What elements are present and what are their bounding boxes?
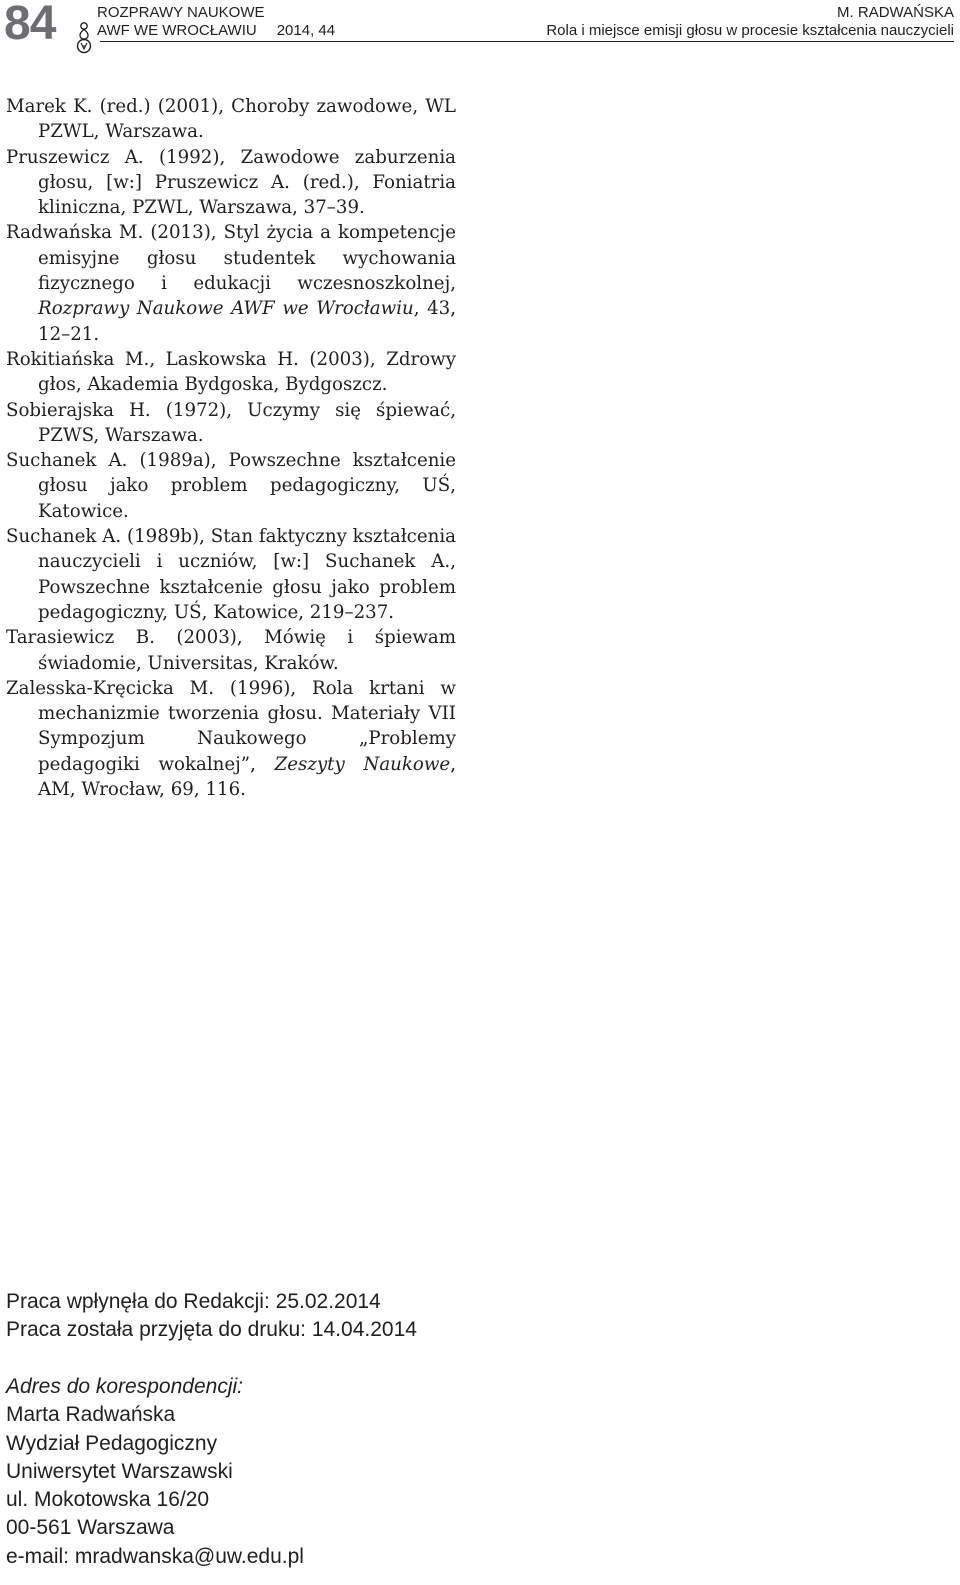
reference-text: Suchanek A. (1989b), Stan faktyczny kształcenia nauczycieli i uczniów, [w:] Suchanek A., Powszechne kształcenie głosu jako problem pedagogiczny, UŚ, Katowice, 219–237. <box>6 526 456 623</box>
header-rule <box>100 41 954 42</box>
reference-item <box>6 524 456 625</box>
reference-text: Tarasiewicz B. (2003), Mówię i śpiewam świadomie, Universitas, Kraków. <box>6 627 456 674</box>
correspondence-label: Adres do korespondencji: <box>6 1375 243 1398</box>
journal-institution <box>97 22 335 39</box>
reference-item <box>6 94 456 145</box>
reference-text: Sobierajska H. (1972), Uczymy się śpiewać, PZWS, Warszawa. <box>6 399 456 446</box>
reference-text: Marek K. (red.) (2001), Choroby zawodowe, WL PZWL, Warszawa. <box>6 96 456 143</box>
reference-item <box>6 398 456 449</box>
received-date: Praca wpłynęła do Redakcji: 25.02.2014 <box>6 1290 381 1313</box>
correspondence-address <box>6 1373 304 1571</box>
reference-item <box>6 676 456 802</box>
running-header <box>0 0 960 50</box>
reference-text: Pruszewicz A. (1992), Zawodowe zaburzenia głosu, [w:] Pruszewicz A. (red.), Foniatria kliniczna, PZWL, Warszawa, 37–39. <box>6 146 456 219</box>
reference-list <box>6 94 456 802</box>
reference-tail: , AM, Wrocław, 69, 116. <box>38 753 456 801</box>
reference-item <box>6 347 456 398</box>
journal-name: ROZPRAWY NAUKOWE <box>97 4 265 21</box>
address-street: ul. Mokotowska 16/20 <box>6 1488 210 1512</box>
reference-text: Suchanek A. (1989a), Powszechne kształcenie głosu jako problem pedagogiczny, UŚ, Katowice. <box>6 450 456 522</box>
reference-item <box>6 625 456 676</box>
reference-italic: Rozprawy Naukowe AWF we Wrocławiu <box>38 298 414 320</box>
journal-institution-text: AWF WE WROCŁAWIU <box>97 22 257 39</box>
address-university: Uniwersytet Warszawski <box>6 1459 233 1483</box>
address-name: Marta Radwańska <box>6 1403 176 1427</box>
accepted-date: Praca została przyjęta do druku: 14.04.2014 <box>6 1318 417 1341</box>
address-city: 00-561 Warszawa <box>6 1516 175 1540</box>
page-number: 84 <box>4 0 56 50</box>
reference-text: Zalesska-Kręcicka M. (1996), Rola krtani w mechanizmie tworzenia głosu. Materiały VII Sympozjum Naukowego „Problemy pedagogiki wokalnej”, <box>6 677 456 775</box>
awf-logo-icon <box>74 10 94 54</box>
reference-tail: , 43, 12–21. <box>38 298 456 345</box>
reference-item <box>6 145 456 221</box>
running-author: M. RADWAŃSKA <box>837 4 954 21</box>
reference-text: Radwańska M. (2013), Styl życia a kompetencje emisyjne głosu studentek wychowania fizycznego i edukacji wczesnoszkolnej, <box>6 222 456 295</box>
reference-italic: Zeszyty Naukowe <box>274 753 451 775</box>
reference-item <box>6 448 456 524</box>
journal-issue: 2014, 44 <box>276 22 336 39</box>
running-title: Rola i miejsce emisji głosu w procesie kształcenia nauczycieli <box>546 22 954 39</box>
reference-text: Rokitiańska M., Laskowska H. (2003), Zdrowy głos, Akademia Bydgoska, Bydgoszcz. <box>6 348 456 396</box>
address-email: e-mail: mradwanska@uw.edu.pl <box>6 1544 304 1568</box>
submission-dates <box>6 1288 417 1344</box>
reference-item <box>6 220 456 346</box>
address-faculty: Wydział Pedagogiczny <box>6 1431 218 1455</box>
